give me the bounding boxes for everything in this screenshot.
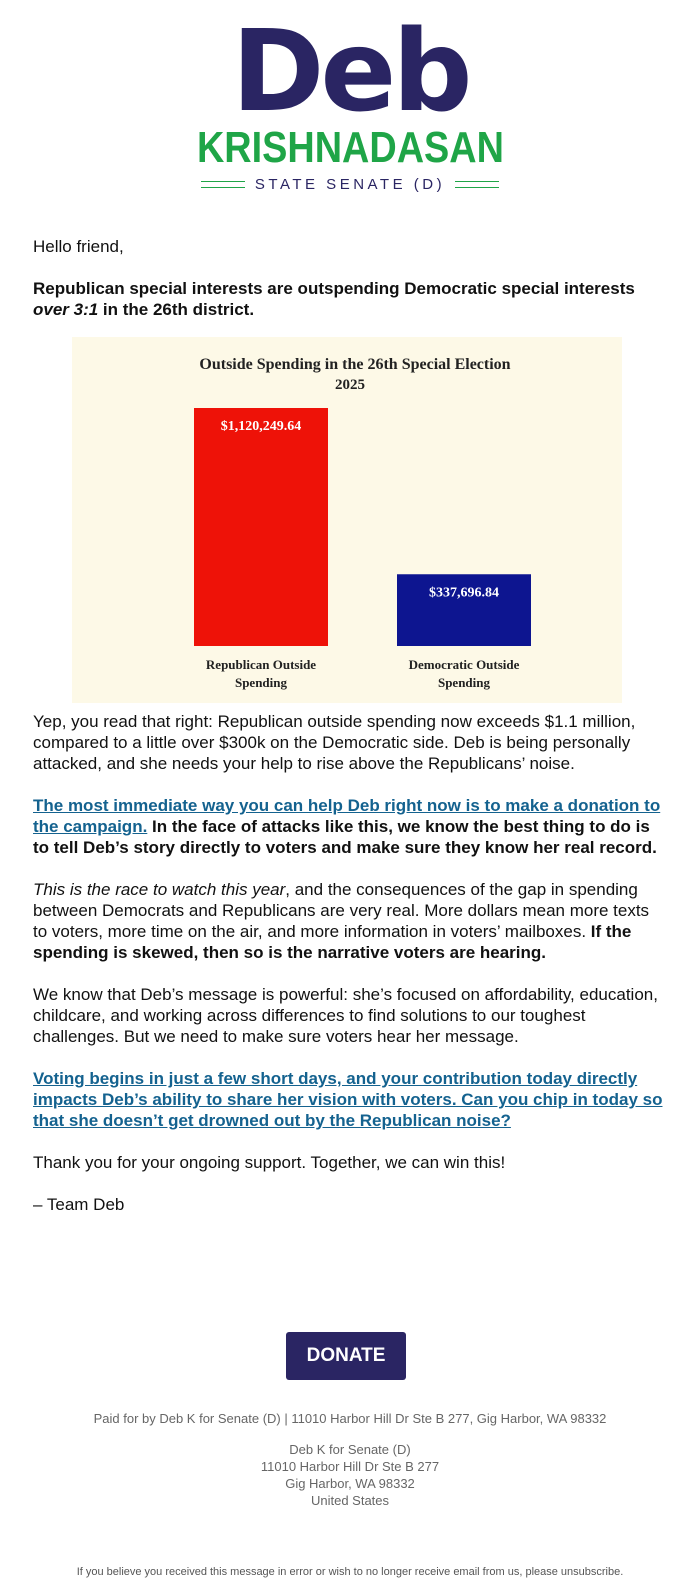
paid-for-disclaimer: Paid for by Deb K for Senate (D) | 11010 Harbor Hill Dr Ste B 277, Gig Harbor, WA 98332	[93, 1411, 607, 1426]
logo-last-name: KRISHNADASAN	[196, 123, 504, 172]
address-line1: 11010 Harbor Hill Dr Ste B 277	[260, 1459, 440, 1474]
spending-chart	[72, 337, 622, 703]
mailing-address	[0, 1441, 700, 1509]
headline	[33, 278, 665, 320]
bar-value-label-republican: $1,120,249.64	[220, 419, 302, 434]
spending-chart-svg	[72, 337, 622, 703]
bar-value-label-democratic: $337,696.84	[429, 585, 499, 601]
category-label-democratic-line1: Democratic Outside	[408, 657, 520, 672]
headline-post: in the 26th district.	[98, 300, 255, 319]
contribute-link[interactable]: Voting begins in just a few short days, and your contribution today directly impacts Deb’s ability to share her vision with voters. Can you chip in today so that she doesn’t get drowned out by the Republican noise?	[33, 1069, 663, 1130]
headline-pre: Republican special interests are outspending Democratic special interests	[33, 279, 635, 298]
logo-subtitle-row	[0, 176, 700, 193]
address-country: United States	[310, 1493, 390, 1508]
chart-title: Outside Spending in the 26th Special Election	[199, 356, 511, 373]
paragraph-voting	[33, 1068, 665, 1131]
email-body	[33, 711, 665, 1236]
email-intro	[33, 236, 665, 341]
category-label-republican-line1: Republican Outside	[205, 657, 317, 672]
donation-link[interactable]: The most immediate way you can help Deb right now is to make a donation to the campaign.	[33, 796, 661, 836]
logo-rule-right	[455, 181, 499, 188]
campaign-logo	[0, 7, 700, 193]
address-name: Deb K for Senate (D)	[289, 1442, 411, 1457]
paragraph-race-emphasis: This is the race to watch this year	[33, 880, 286, 899]
paragraph-race-text: , and the consequences of the gap in spending between Democrats and Republicans are very real. More dollars mean more texts to voters, more time on the air, and more information in voters’ mailboxes.	[33, 880, 650, 941]
chart-subtitle: 2025	[335, 377, 365, 393]
signoff: – Team Deb	[33, 1195, 125, 1214]
address-line2: Gig Harbor, WA 98332	[285, 1476, 415, 1491]
category-label-democratic-line2: Spending	[437, 675, 491, 690]
unsubscribe-text: If you believe you received this message in error or wish to no longer receive email from us, please unsubscribe.	[76, 1566, 624, 1578]
logo-first-name: Deb	[231, 7, 469, 137]
paragraph-thanks: Thank you for your ongoing support. Together, we can win this!	[33, 1153, 506, 1172]
logo-subtitle: STATE SENATE (D)	[254, 176, 446, 193]
paragraph-donate	[33, 795, 665, 858]
chart-bars	[194, 408, 531, 690]
paragraph-donate-bold: In the face of attacks like this, we know the best thing to do is to tell Deb’s story directly to voters and make sure they know her real record.	[33, 817, 657, 857]
category-label-republican-line2: Spending	[234, 675, 288, 690]
headline-emphasis: over 3:1	[33, 300, 99, 319]
paragraph-message: We know that Deb’s message is powerful: she’s focused on affordability, education, childcare, and working across differences to find solutions to our toughest challenges. But we need to make sure voters hear her message.	[33, 985, 658, 1046]
paragraph-race-bold: If the spending is skewed, then so is the narrative voters are hearing.	[33, 922, 632, 962]
logo-rule-left	[201, 181, 245, 188]
greeting: Hello friend,	[33, 237, 124, 256]
paragraph-race	[33, 879, 665, 963]
donate-button[interactable]: DONATE	[286, 1332, 406, 1380]
bar-republican	[194, 408, 328, 646]
paragraph-spending: Yep, you read that right: Republican outside spending now exceeds $1.1 million, compared to a little over $300k on the Democratic side. Deb is being personally attacked, and she needs your help to rise above the Republicans’ noise.	[33, 712, 636, 773]
unsubscribe-notice	[0, 1564, 700, 1581]
